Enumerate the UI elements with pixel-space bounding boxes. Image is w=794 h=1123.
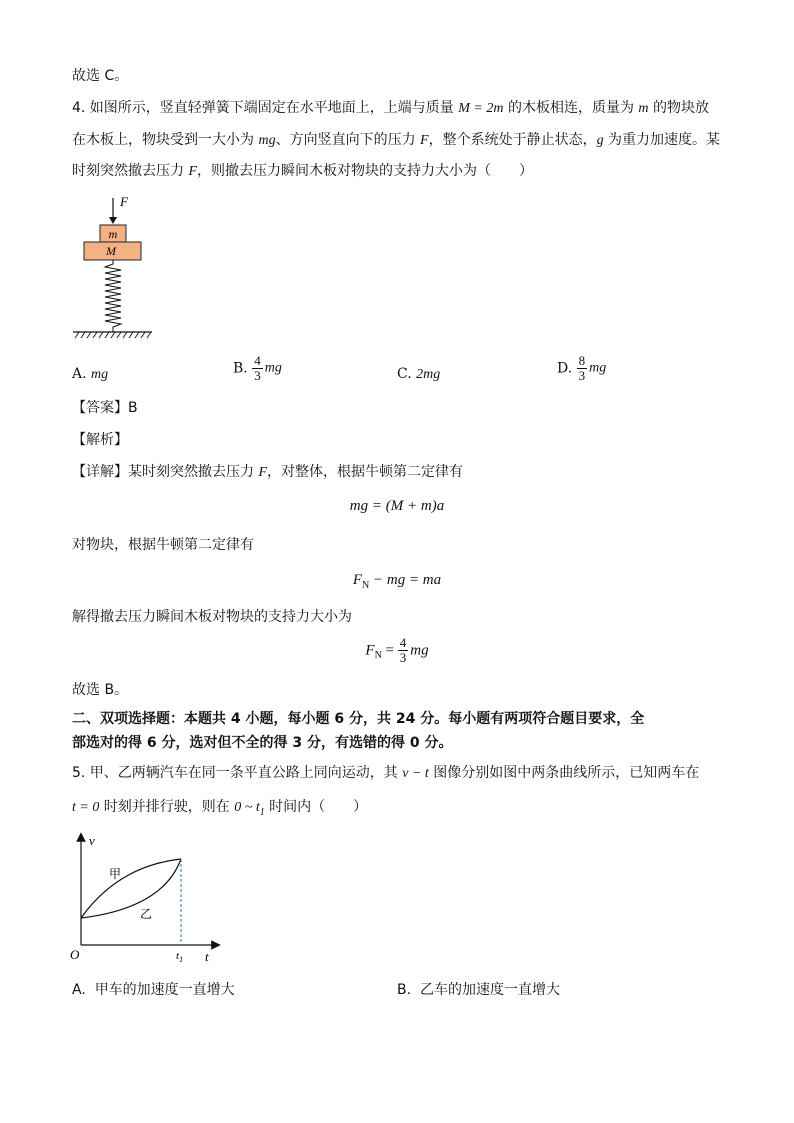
block-m-label: m xyxy=(108,227,118,241)
q5-vt-graph xyxy=(68,832,228,964)
q4-analysis-tag: 【解析】 xyxy=(72,432,128,448)
q4-option-B[interactable]: B. $\frac{4}{3}$ mg xyxy=(233,353,282,383)
spring xyxy=(105,260,121,332)
q4-option-C[interactable]: C. 2mg xyxy=(397,366,441,382)
ground-hatch xyxy=(75,332,151,338)
origin-label: O xyxy=(70,947,80,962)
q5-stem-line1: 5. 甲、乙两辆汽车在同一条平直公路上同向运动，其 v − t 图像分别如图中两条曲线所示，已知两车在 xyxy=(72,765,700,781)
curve-yi-label: 乙 xyxy=(140,907,153,921)
q5-option-B[interactable]: B. 乙车的加速度一直增大 xyxy=(397,982,560,998)
q4-stem-line3: 时刻突然撤去压力 F，则撤去压力瞬间木板对物块的支持力大小为（ ） xyxy=(72,163,534,179)
q4-stem-line2: 在木板上，物块受到一大小为 mg、方向竖直向下的压力 F，整个系统处于静止状态，g 为重力加速度。某 xyxy=(72,132,721,148)
q4-stem-line1: 4. 如图所示，竖直轻弹簧下端固定在水平地面上，上端与质量 M = 2m 的木板相连，质量为 m 的物块放 xyxy=(72,100,709,116)
equation-2: $F_N$ − mg = ma xyxy=(352,572,442,591)
q4-option-D[interactable]: D. $\frac{8}{3}$ mg xyxy=(557,353,607,383)
force-label: F xyxy=(120,194,128,209)
curve-jia-label: 甲 xyxy=(109,867,122,881)
equation-3: $F_N$ = $\frac{4}{3}$ mg xyxy=(365,635,429,665)
q4-text-3: 解得撤去压力瞬间木板对物块的支持力大小为 xyxy=(72,609,352,625)
plank-M-label: M xyxy=(106,244,116,258)
q4-answer: 【答案】B xyxy=(72,400,138,416)
q5-stem-line2: t = 0 时刻并排行驶，则在 0 ~ $t_1$ 时间内（ ） xyxy=(72,799,368,818)
q4-option-A[interactable]: A. mg xyxy=(72,366,109,382)
t-axis-label: t xyxy=(205,949,209,964)
q4-text-2: 对物块，根据牛顿第二定律有 xyxy=(72,537,254,553)
q4-final-answer: 故选 B。 xyxy=(72,682,129,698)
curve-jia xyxy=(81,859,181,918)
equation-1: mg = (M + m)a xyxy=(349,498,445,514)
q4-spring-figure xyxy=(70,190,160,340)
curve-yi xyxy=(81,859,181,918)
q4-detail: 【详解】某时刻突然撤去压力 F，对整体，根据牛顿第二定律有 xyxy=(72,464,464,480)
v-axis-label: v xyxy=(89,833,95,848)
t1-label: $t_1$ xyxy=(176,950,184,964)
section-2-heading-line2: 部选对的得 6 分，选对但不全的得 3 分，有选错的得 0 分。 xyxy=(72,735,453,751)
q3-conclusion: 故选 C。 xyxy=(72,68,129,84)
section-2-heading-line1: 二、双项选择题：本题共 4 小题，每小题 6 分，共 24 分。每小题有两项符合题目要求，全 xyxy=(72,711,645,727)
q5-option-A[interactable]: A. 甲车的加速度一直增大 xyxy=(72,982,235,998)
force-arrow-head xyxy=(109,217,117,224)
